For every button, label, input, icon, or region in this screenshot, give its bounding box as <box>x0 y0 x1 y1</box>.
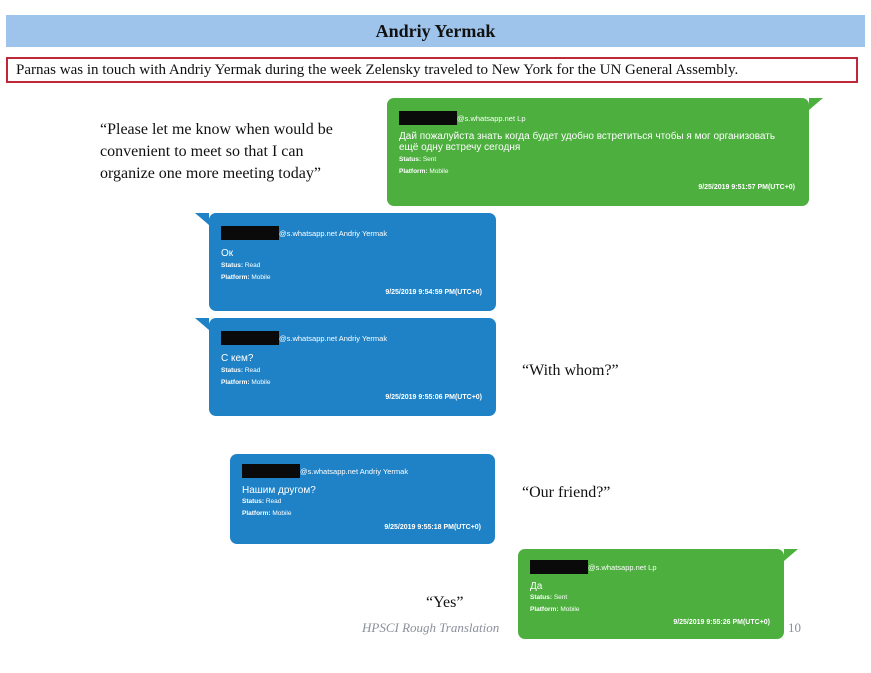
message-timestamp: 9/25/2019 9:51:57 PM(UTC+0) <box>698 184 795 191</box>
message-platform <box>399 166 449 178</box>
status-label: Status: <box>221 262 244 269</box>
platform-value: Mobile <box>251 379 271 386</box>
bubble-tail <box>195 213 209 225</box>
platform-label: Platform: <box>530 606 559 613</box>
message-platform <box>221 272 271 284</box>
platform-value: Mobile <box>272 510 292 517</box>
platform-label: Platform: <box>242 510 271 517</box>
message-header <box>399 111 526 125</box>
message-sender: @s.whatsapp.net Lp <box>588 562 657 572</box>
message-text: Да <box>530 581 543 592</box>
message-bubble-sent <box>518 549 784 639</box>
status-value: Sent <box>553 594 568 601</box>
page-title: Andriy Yermak <box>375 20 496 41</box>
message-text: С кем? <box>221 353 254 364</box>
platform-label: Platform: <box>221 274 250 281</box>
message-timestamp: 9/25/2019 9:54:59 PM(UTC+0) <box>385 289 482 296</box>
quote-line: organize one more meeting today” <box>100 165 321 182</box>
message-meta <box>221 365 271 389</box>
footer-note: HPSCI Rough Translation <box>362 620 500 635</box>
status-label: Status: <box>399 156 422 163</box>
redaction-bar <box>242 464 300 478</box>
message-text-line: Дай пожалуйста знать когда будет удобно встретиться чтобы я мог организовать <box>399 131 776 142</box>
redaction-bar <box>221 226 279 240</box>
translation-quote-4: “Yes” <box>426 594 464 611</box>
status-label: Status: <box>530 594 553 601</box>
quote-line: convenient to meet so that I can <box>100 143 304 160</box>
bubble-tail <box>784 549 798 561</box>
message-header <box>221 226 387 240</box>
message-meta <box>530 592 580 616</box>
status-value: Read <box>244 262 261 269</box>
message-header <box>530 560 657 574</box>
status-label: Status: <box>242 498 265 505</box>
status-value: Read <box>244 367 261 374</box>
message-text-line: ещё одну встречу сегодня <box>399 142 521 153</box>
message-status <box>530 592 580 604</box>
platform-value: Mobile <box>251 274 271 281</box>
message-text: Нашим другом? <box>242 485 316 496</box>
status-value: Sent <box>422 156 437 163</box>
message-meta <box>242 496 292 520</box>
translation-quote-2: “With whom?” <box>522 362 619 379</box>
redaction-bar <box>399 111 457 125</box>
message-meta <box>399 154 449 178</box>
message-timestamp: 9/25/2019 9:55:26 PM(UTC+0) <box>673 619 770 626</box>
status-label: Status: <box>221 367 244 374</box>
message-bubble-sent <box>387 98 809 206</box>
message-text: Ок <box>221 248 234 259</box>
summary-box <box>6 57 858 83</box>
message-bubble-received <box>230 454 495 544</box>
translation-quote-3: “Our friend?” <box>522 484 611 501</box>
message-status <box>221 260 271 272</box>
message-text <box>399 131 775 153</box>
bubble-tail <box>809 98 823 110</box>
message-platform <box>242 508 292 520</box>
message-header <box>242 464 408 478</box>
message-sender: @s.whatsapp.net Andriy Yermak <box>300 466 409 476</box>
status-value: Read <box>265 498 282 505</box>
message-status <box>221 365 271 377</box>
message-header <box>221 331 387 345</box>
platform-value: Mobile <box>560 606 580 613</box>
summary-text: Parnas was in touch with Andriy Yermak during the week Zelensky traveled to New York for the UN General Assembly. <box>16 61 739 78</box>
message-status <box>242 496 292 508</box>
quote-line: “Please let me know when would be <box>100 121 333 138</box>
redaction-bar <box>530 560 588 574</box>
message-sender: @s.whatsapp.net Andriy Yermak <box>279 228 388 238</box>
message-meta <box>221 260 271 284</box>
title-banner <box>6 15 865 47</box>
platform-label: Platform: <box>221 379 250 386</box>
message-bubble-received <box>209 318 496 416</box>
platform-label: Platform: <box>399 168 428 175</box>
message-sender: @s.whatsapp.net Andriy Yermak <box>279 333 388 343</box>
bubble-tail <box>195 318 209 330</box>
message-platform <box>221 377 271 389</box>
message-status <box>399 154 449 166</box>
message-platform <box>530 604 580 616</box>
message-timestamp: 9/25/2019 9:55:06 PM(UTC+0) <box>385 394 482 401</box>
page-number: 10 <box>788 620 801 635</box>
message-bubble-received <box>209 213 496 311</box>
message-sender: @s.whatsapp.net Lp <box>457 113 526 123</box>
translation-quote-1 <box>100 119 333 185</box>
platform-value: Mobile <box>429 168 449 175</box>
message-timestamp: 9/25/2019 9:55:18 PM(UTC+0) <box>384 524 481 531</box>
redaction-bar <box>221 331 279 345</box>
